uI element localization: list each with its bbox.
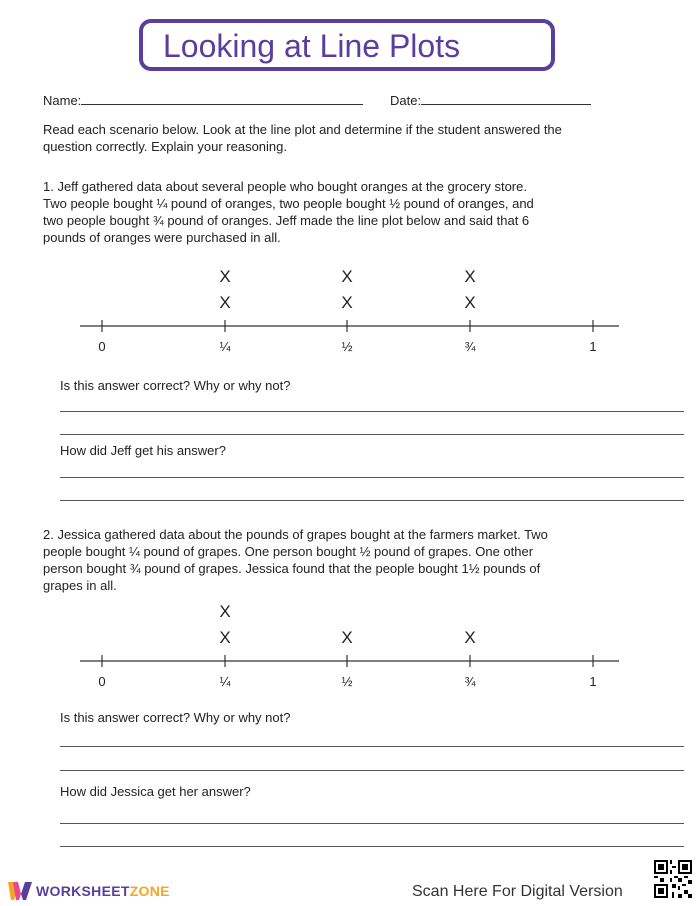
answer-line[interactable] [60, 823, 684, 824]
tick-label: ¼ [219, 674, 231, 689]
page-title: Looking at Line Plots [163, 28, 461, 64]
problem-1-question-1: Is this answer correct? Why or why not? [60, 378, 291, 393]
x-mark: X [219, 293, 231, 312]
name-label: Name: [43, 93, 82, 108]
x-mark: X [341, 267, 353, 286]
tick-label: 0 [98, 674, 106, 689]
answer-line[interactable] [60, 846, 684, 847]
line-plot-1 [0, 262, 700, 362]
tick-label: ¾ [464, 339, 476, 354]
name-line[interactable] [81, 92, 363, 105]
answer-line[interactable] [60, 500, 684, 501]
brand-main: WORKSHEET [36, 883, 130, 899]
instructions: Read each scenario below. Look at the line plot and determine if the student answered the question correctly. Explain your reasoning. [43, 122, 562, 154]
x-mark: X [341, 628, 353, 647]
tick-label: ½ [341, 674, 353, 689]
answer-line[interactable] [60, 746, 684, 747]
w-logo-icon [8, 882, 32, 900]
answer-line[interactable] [60, 434, 684, 435]
date-label: Date: [390, 93, 422, 108]
x-mark: X [219, 628, 231, 647]
title-box [139, 19, 555, 71]
x-mark: X [341, 293, 353, 312]
problem-2-question-2: How did Jessica get her answer? [60, 784, 251, 799]
x-mark: X [464, 267, 476, 286]
line-plot-2 [0, 597, 700, 697]
tick-label: 0 [98, 339, 106, 354]
x-mark: X [464, 293, 476, 312]
problem-1-question-2: How did Jeff get his answer? [60, 443, 226, 458]
problem-2-question-1: Is this answer correct? Why or why not? [60, 710, 291, 725]
answer-line[interactable] [60, 411, 684, 412]
brand-accent: ZONE [129, 883, 170, 899]
x-mark: X [219, 602, 231, 621]
date-field[interactable] [390, 92, 591, 108]
x-mark: X [219, 267, 231, 286]
answer-line[interactable] [60, 477, 684, 478]
worksheetzone-logo [8, 880, 170, 902]
brand-name [36, 883, 170, 899]
problem-2-text: 2. Jessica gathered data about the pounds of grapes bought at the farmers market. Two people bought ¼ pound of grapes. One person bought ½ pound of grapes. One other person bought ¾ pound of grapes. Jessica found that the people bought 1½ pounds of grapes in all. [43, 527, 548, 593]
name-field[interactable] [43, 92, 363, 108]
x-mark: X [464, 628, 476, 647]
tick-label: 1 [589, 674, 597, 689]
qr-code-icon[interactable] [654, 860, 692, 898]
date-line[interactable] [421, 92, 591, 105]
problem-1-text: 1. Jeff gathered data about several people who bought oranges at the grocery store. Two people bought ¼ pound of oranges, two people bought ½ pound of oranges, and two people bought ¾ pound of oranges. Jeff made the line plot below and said that 6 pounds of oranges were purchased in all. [43, 179, 534, 245]
answer-line[interactable] [60, 770, 684, 771]
tick-label: 1 [589, 339, 597, 354]
scan-text: Scan Here For Digital Version [412, 883, 623, 900]
tick-label: ¼ [219, 339, 231, 354]
tick-label: ½ [341, 339, 353, 354]
tick-label: ¾ [464, 674, 476, 689]
